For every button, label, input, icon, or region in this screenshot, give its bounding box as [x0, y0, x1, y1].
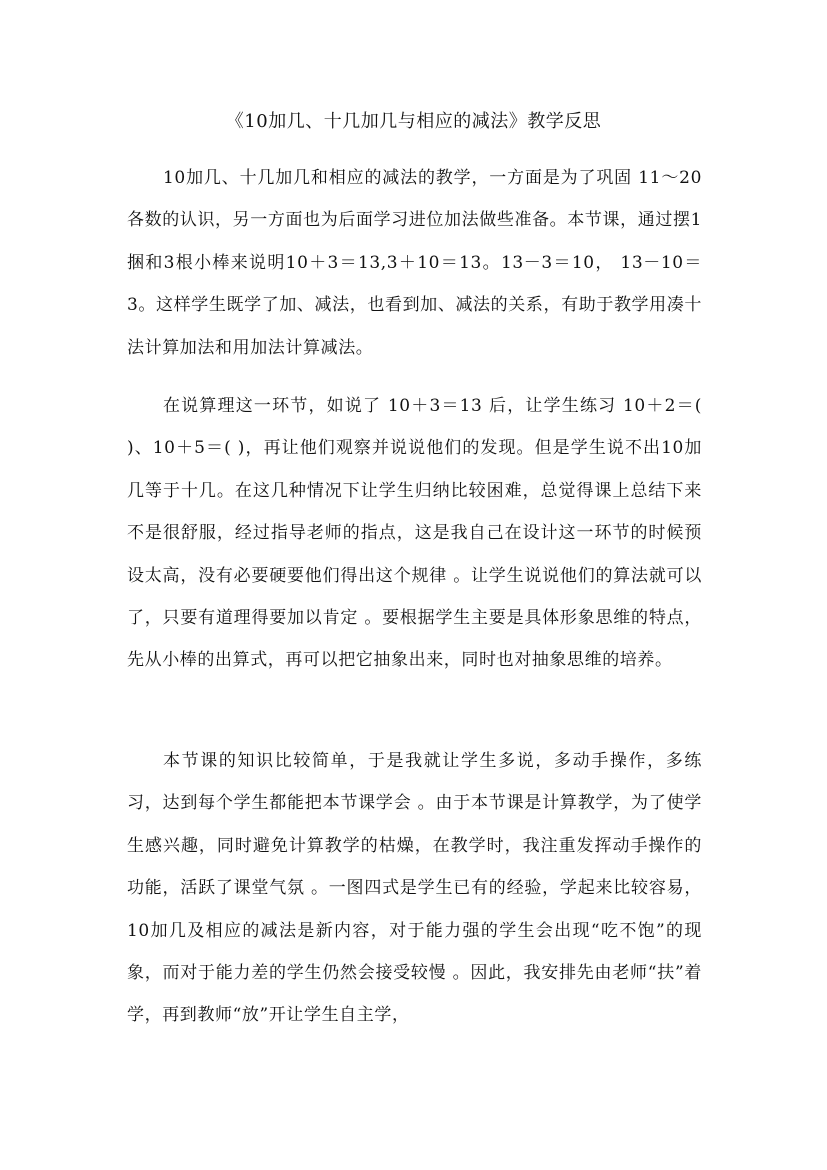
paragraph-3: 本节课的知识比较简单，于是我就让学生多说，多动手操作，多练习，达到每个学生都能把本节课学会 。由于本节课是计算教学，为了使学生感兴趣，同时避免计算教学的枯燥，在教学时，我注重发挥动手操作的功能，活跃了课堂气氛 。一图四式是学生已有的经验，学起来比较容易，10加几及相应的减法是新内容，对于能力强的学生会出现“吃不饱”的现象，而对于能力差的学生仍然会接受较慢 。因此，我安排先由老师“扶”着学，再到教师“放”开让学生自主学， [127, 751, 702, 1026]
document-title: 《10加几、十几加几与相应的减法》教学反思 [225, 111, 602, 132]
paragraph-1: 10加几、十几加几和相应的减法的教学，一方面是为了巩固 11～20各数的认识，另一方面也为后面学习进位加法做些准备。本节课，通过摆1捆和3根小棒来说明10＋3＝13,3＋10＝13。13－3＝10， 13－10＝3。这样学生既学了加、减法，也看到加、减法的关系，有助于教学用凑十法计算加法和用加法计算减法。 [127, 168, 702, 358]
paragraph-2: 在说算理这一环节，如说了 10＋3＝13 后，让学生练习 10＋2＝( )、10＋5＝( )，再让他们观察并说说他们的发现。但是学生说不出10加几等于十几。在这几种情况下让学生归纳比较困难，总觉得课上总结下来不是很舒服，经过指导老师的指点，这是我自己在设计这一环节的时候预设太高，没有必要硬要他们得出这个规律 。让学生说说他们的算法就可以了，只要有道理得要加以肯定 。要根据学生主要是具体形象思维的特点，先从小棒的出算式，再可以把它抽象出来，同时也对抽象思维的培养。 [127, 396, 702, 671]
